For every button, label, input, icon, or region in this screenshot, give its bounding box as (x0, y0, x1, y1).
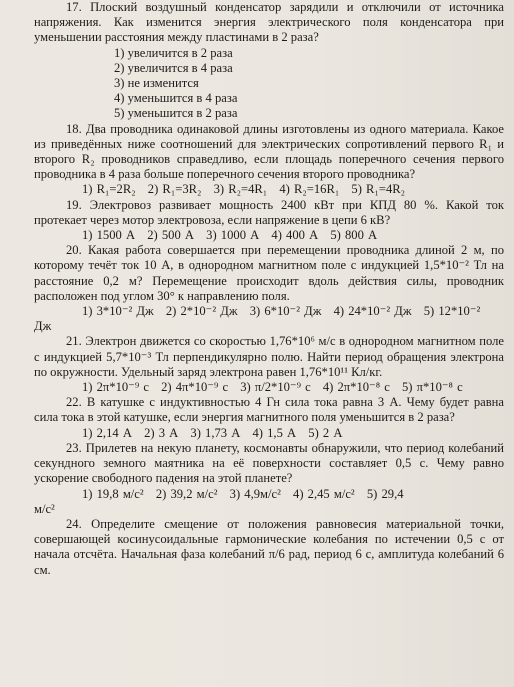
answer-option: 5) 800 А (330, 228, 378, 243)
answer-option: 5) R₁=4R₂ (351, 182, 406, 197)
answer-option: 3) не изменится (114, 76, 199, 91)
answer-options (114, 46, 504, 122)
answer-options (34, 182, 504, 197)
answer-option: 4) уменьшится в 4 раза (114, 91, 238, 106)
answer-option: 1) R₁=2R₂ (82, 182, 136, 197)
answer-option: 2) 500 А (147, 228, 195, 243)
answer-option: 3) 6*10⁻² Дж (249, 304, 322, 319)
answer-option: 4) 400 А (271, 228, 319, 243)
answer-options (34, 426, 504, 441)
question-18 (34, 122, 504, 198)
answer-option: 5) π*10⁻⁸ с (402, 380, 463, 395)
question-text: 19. Электровоз развивает мощность 2400 кВт при КПД 80 %. Какой ток протекает через мотор электровоза, если напряжение в цепи 6 кВ? (34, 197, 504, 227)
answer-option: 1) 2,14 А (82, 425, 132, 440)
question-20 (34, 243, 504, 334)
answer-unit: м/с² (34, 501, 55, 516)
answer-option: 4) 2π*10⁻⁸ с (322, 380, 390, 395)
answer-option: 3) π/2*10⁻⁹ с (240, 380, 311, 395)
answer-option: 5) 29,4 (366, 486, 404, 501)
question-text: 22. В катушке с индуктивностью 4 Гн сила тока равна 3 А. Чему будет равна сила тока в этой катушке, если энергия магнитного поля уменьшится в 2 раза? (34, 395, 504, 425)
question-text: 21. Электрон движется со скоростью 1,76*10⁶ м/с в однородном магнитном поле с индукцией 5,7*10⁻³ Тл перпендикулярно полю. Найти период обращения электрона по окружности. Удельный заряд электрона равен 1,76*10¹¹ Кл/кг. (34, 334, 504, 379)
answer-option: 3) 1,73 А (190, 425, 241, 440)
answer-options (34, 380, 504, 395)
answer-option: 3) 1000 А (206, 228, 260, 243)
question-text: 20. Какая работа совершается при перемещении проводника длиной 2 м, по которому течёт ток 10 А, в однородном магнитном поле с индукцией 1,5*10⁻² Тл на расстояние 0,2 м? Перемещение происходит вдоль действия силы, проводник расположен под углом 30° к направлению поля. (34, 243, 504, 303)
answer-option: 2) 4π*10⁻⁹ с (161, 380, 229, 395)
answer-option: 1) 3*10⁻² Дж (82, 304, 154, 319)
question-19 (34, 198, 504, 244)
answer-unit: Дж (34, 319, 52, 334)
answer-options (34, 487, 504, 502)
answer-option: 5) 12*10⁻² (423, 304, 481, 319)
answer-option: 2) увеличится в 4 раза (114, 60, 233, 75)
question-21 (34, 334, 504, 395)
answer-option: 4) R₂=16R₁ (279, 182, 340, 197)
question-text: 23. Прилетев на некую планету, космонавты обнаружили, что период колебаний секундного земного маятника на её поверхности составляет 0,5 с. Чему равно ускорение свободного падения на этой планете? (34, 440, 504, 486)
question-text: 24. Определите смещение от положения равновесия материальной точки, совершающей косинусоидальные гармонические колебания по истечении 0,5 с от начала отсчёта. Начальная фаза колебаний π/6 рад, период 6 с, амплитуда колебаний 6 см. (34, 516, 504, 577)
answer-option: 5) 2 А (308, 425, 343, 440)
answer-option: 4) 24*10⁻² Дж (333, 304, 412, 319)
question-text: 17. Плоский воздушный конденсатор зарядили и отключили от источника напряжения. Как изменится энергия электрического поля конденсатора при уменьшении расстояния между пластинами в 2 раза? (34, 0, 505, 45)
answer-option: 3) R₂=4R₁ (213, 182, 268, 197)
answer-options (34, 228, 504, 243)
document-body (34, 0, 504, 578)
answer-option: 2) 3 А (144, 425, 179, 440)
answer-option: 2) 2*10⁻² Дж (165, 304, 238, 319)
question-22 (34, 395, 504, 441)
answer-option: 1) увеличится в 2 раза (114, 45, 233, 60)
answer-option: 5) уменьшится в 2 раза (114, 106, 238, 121)
answer-option: 2) R₁=3R₂ (147, 182, 202, 197)
answer-option: 2) 39,2 м/с² (155, 486, 218, 501)
question-23 (34, 441, 504, 517)
answer-option: 1) 19,8 м/с² (82, 486, 144, 501)
answer-option: 4) 2,45 м/с² (293, 486, 355, 501)
question-text: 18. Два проводника одинаковой длины изготовлены из одного материала. Какое из приведённых ниже соотношений для электрических сопротивлений первого R₁ и второго R₂ проводников справедливо, если площадь поперечного сечения первого проводника в 4 раза больше поперечного сечения второго проводника? (34, 121, 505, 182)
answer-option: 1) 1500 А (82, 228, 136, 243)
answer-option: 1) 2π*10⁻⁹ с (82, 380, 149, 395)
question-24 (34, 517, 504, 578)
answer-option: 4) 1,5 А (252, 425, 297, 440)
question-17 (34, 0, 504, 122)
answer-option: 3) 4,9м/с² (229, 486, 281, 501)
answer-options (34, 304, 504, 319)
